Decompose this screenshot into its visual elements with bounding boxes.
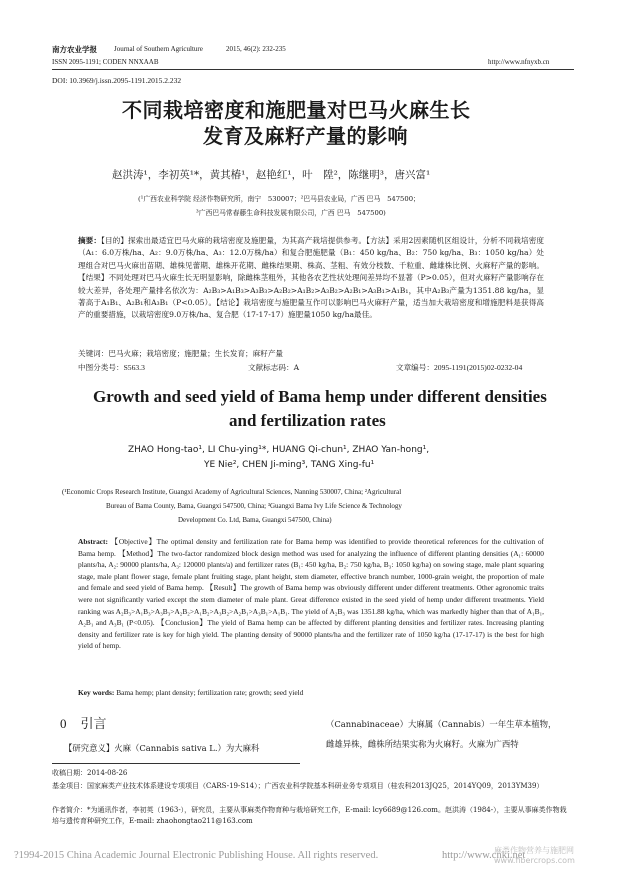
volume-info: 2015, 46(2): 232-235	[226, 45, 286, 53]
affiliations-en-line3: Development Co. Ltd, Bama, Guangxi 547500, China)	[178, 516, 332, 524]
abstract-cn-text: 【目的】探索出最适宜巴马火麻的栽培密度及施肥量，为其高产栽培提供参考。【方法】采用2因素随机区组设计，分析不同栽培密度（A₁：6.0万株/ha、A₂：9.0万株/ha、A₃：12.0万株/ha）和复合肥施肥量（B₁：450 kg/ha、B₂：750 kg/ha、B₃：1050 kg/ha）处理组合对巴马火麻出苗期、雄株见蕾期、雄株开花期、雌株结果期、株高、茎粗、有效分枝数、千粒重、雌雄株比例、火麻籽产量的影响。【结果】不同处理对巴马火麻生长无明显影响，除雌株茎粗外，其他各农艺性状处理间差异均不显著（P>0.05），但对火麻籽产量影响存在较大差异，各处理产量排名依次为：A₂B₃>A₁B₃>A₃B₃>A₂B₂>A₁B₂>A₃B₂>A₂B₁>A₃B₁>A₁B₁，其中A₂B₃产量为1351.88 kg/ha，显著高于A₁B₁、A₂B₁和A₃B₁（P<0.05）。【结论】栽培密度与施肥量互作可以影响巴马火麻籽产量，适当加大栽培密度和增施肥料是获得高产的重要措施，以栽培密度9.0万株/ha、复合肥（17-17-17）施肥量1050 kg/ha最佳。	[78, 236, 544, 320]
clc-label: 中图分类号：	[78, 363, 124, 372]
intro-para-right-2: 雌雄异株，雌株所结果实称为火麻籽。火麻为广西特	[326, 739, 519, 749]
doc-code-label: 文献标志码：	[248, 363, 294, 372]
footnote-author-text: 作者简介：*为通讯作者，李初英（1963-），研究员，主要从事麻类作物育种与栽培研究工作，E-mail: lcy6689@126.com。赵洪涛（1984-），主要从事麻类作物栽培与遗传育种研究工作，E-mail: zhaohongtao211@163.com	[52, 806, 567, 825]
footnote-fund	[52, 781, 572, 792]
doc-code-value: A	[293, 363, 300, 372]
intro-para-right-1: （Cannabinaceae）大麻属（Cannabis）一年生草本植物，	[326, 719, 557, 729]
journal-title-en: Journal of Southern Agriculture	[114, 45, 203, 53]
intro-para-left: 【研究意义】火麻（Cannabis sativa L.）为大麻科	[64, 743, 260, 753]
header-rule	[52, 69, 574, 70]
affiliations-cn-line1: (¹广西农业科学院 经济作物研究所，南宁 530007；²巴马县农业局，广西 巴马 547500；	[138, 195, 420, 203]
title-cn-line1: 不同栽培密度和施肥量对巴马火麻生长	[122, 98, 471, 122]
keywords-cn: 关键词：巴马火麻；栽培密度；施肥量；生长发育；麻籽产量	[78, 349, 284, 358]
keywords-en-text: Bama hemp; plant density; fertilization rate; growth; seed yield	[116, 688, 304, 697]
abstract-cn-label: 摘要：	[78, 236, 102, 245]
title-cn-line2: 发育及麻籽产量的影响	[203, 124, 408, 148]
authors-en-line1: ZHAO Hong-tao¹, LI Chu-ying¹*, HUANG Qi-chun¹, ZHAO Yan-hong¹,	[128, 445, 430, 455]
section-title: 引言	[80, 717, 107, 732]
section-number: 0	[60, 716, 67, 731]
article-number	[396, 362, 522, 373]
article-number-label: 文章编号：	[396, 363, 434, 372]
abstract-en	[78, 536, 544, 652]
journal-title-cn: 南方农业学报	[52, 45, 97, 54]
title-en-line2: and fertilization rates	[229, 411, 386, 430]
affiliations-cn-line2: ³广西巴马常春藤生命科技发展有限公司，广西 巴马 547500)	[196, 209, 386, 217]
doi[interactable]: DOI: 10.3969/j.issn.2095-1191.2015.2.232	[52, 76, 182, 85]
abstract-en-text: 【Objective】The optimal density and fertilization rate for Bama hemp was identified to provide theoretical references for the cultivation of Bama hemp. 【Method】The two-factor randomized block design method was used for analyzing the influence of different planting densities (A₁: 60000 plants/ha, A₂: 90000 plants/ha, A₃: 120000 plants/a) and fertilizer rates (B₁: 450 kg/ha, B₂: 750 kg/ha, B₃: 1050 kg/ha) on sowing stage, male plant squaring stage, male plant flower stage, female plant fruiting stage, plant height, stem diameter, effective branch number, 1000-grain weight, the proportion of male and female and seed yield of Bama hemp. 【Result】The growth of Bama hemp was obviously different under different treatments. Other agronomic traits were not significantly varied except the stem diameter of male plant. Great difference existed in the seed yield of hemp under different treatments. Yield ranking was A₂B₃>A₁B₃>A₃B₃>A₂B₂>A₁B₂>A₃B₂>A₂B₁>A₃B₁>A₁B₁. The yield of A₂B₃ was 1351.88 kg/ha, which was markedly higher than that of A₁B₁, A₂B₁ and A₃B₁ (P<0.05). 【Conclusion】The yield of Bama hemp can be affected by different planting densities and fertilizer rates. Increasing planting density and fertilizer rate is key for high yield. The planting density of 90000 plants/ha and the fertilizer rate of 1050 kg/ha (17-17-17) is the best for high yield of hemp.	[78, 537, 544, 651]
footnote-rule	[52, 763, 300, 764]
doc-code	[248, 362, 299, 373]
footer-url[interactable]: http://www.cnki.net	[442, 850, 526, 861]
section-heading	[60, 713, 107, 732]
footer-copyright: ?1994-2015 China Academic Journal Electronic Publishing House. All rights reserved.	[14, 850, 379, 861]
abstract-cn	[78, 235, 544, 322]
authors-en-line2: YE Nie², CHEN Ji-ming³, TANG Xing-fu¹	[204, 460, 375, 470]
watermark: 麻类作物营养与施肥网 www.fibercrops.com	[494, 846, 575, 865]
article-number-value: 2095-1191(2015)02-0232-04	[433, 363, 523, 372]
title-en-line1: Growth and seed yield of Bama hemp under different densities	[93, 387, 547, 406]
authors-cn: 赵洪涛¹，李初英¹*，黄其椿¹，赵艳红¹，叶 陞²，陈继明³，唐兴富¹	[112, 169, 431, 181]
journal-url[interactable]: http://www.nfnyxb.cn	[488, 58, 550, 66]
footnote-received: 收稿日期：2014-08-26	[52, 769, 128, 777]
issn: ISSN 2095-1191; CODEN NNXAAB	[52, 58, 159, 66]
abstract-en-label: Abstract:	[78, 537, 108, 546]
keywords-en-label: Key words:	[78, 688, 115, 697]
affiliations-en-line2: Bureau of Bama County, Bama, Guangxi 547500, China; ³Guangxi Bama Ivy Life Science & Technology	[106, 502, 402, 510]
footnote-fund-text: 基金项目：国家麻类产业技术体系建设专项项目（CARS-19-S14）；广西农业科学院基本科研业务专项项目（桂农科2013JQ25，2014YQ09，2013YM39）	[52, 782, 544, 790]
clc-number	[78, 362, 145, 373]
keywords-en	[78, 688, 303, 697]
clc-value: S563.3	[123, 363, 145, 372]
footnote-author	[52, 805, 572, 827]
affiliations-en-line1: (¹Economic Crops Research Institute, Guangxi Academy of Agricultural Sciences, Nanning 530007, China; ²Agricultural	[62, 488, 402, 496]
